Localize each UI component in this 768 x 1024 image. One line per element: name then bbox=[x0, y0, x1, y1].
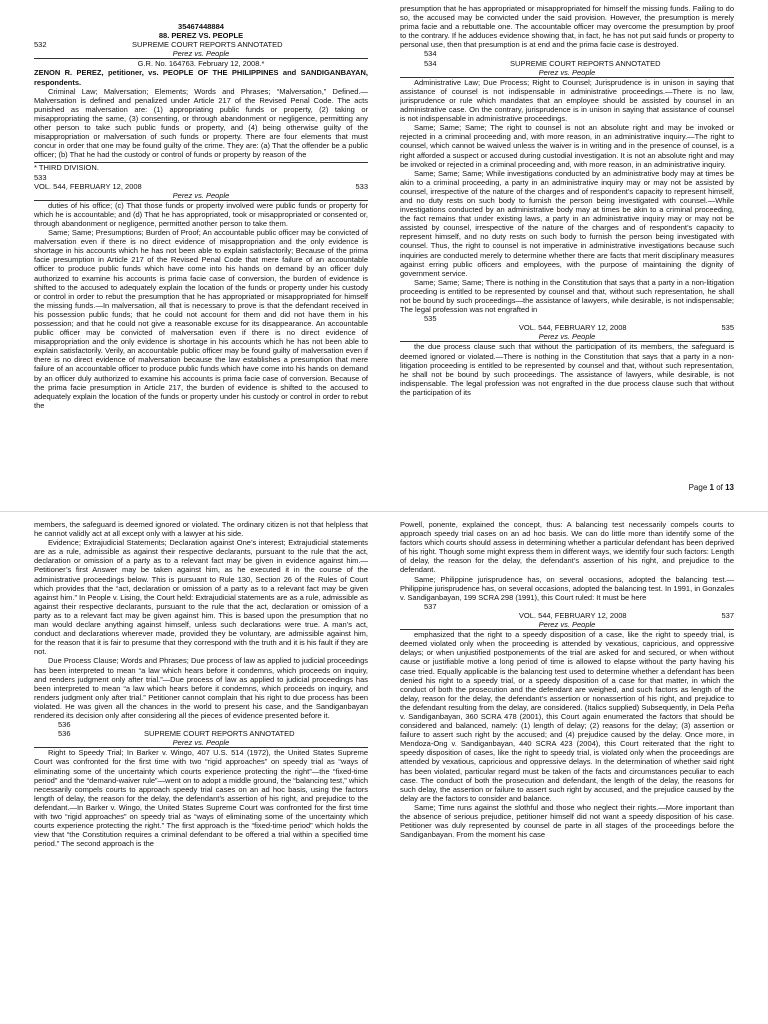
syllabus-paragraph: duties of his office; (c) That those funds or property involved were public funds or property for which he is accountable; and (d) That he has appropriated, took or misappropriated or consented or, through abandonment or negligence, permitted another person to take them. bbox=[34, 200, 368, 228]
header-title: SUPREME COURT REPORTS ANNOTATED bbox=[143, 729, 295, 739]
header-volume: VOL. 544, FEBRUARY 12, 2008 bbox=[518, 323, 627, 333]
running-header-533 bbox=[34, 182, 368, 191]
header-subtitle: Perez vs. People bbox=[34, 191, 368, 201]
page-number: 1 bbox=[709, 483, 714, 492]
page1-left-column bbox=[34, 22, 368, 482]
document-id: 35467448884 bbox=[178, 22, 224, 31]
page-marker: 536 bbox=[58, 720, 71, 730]
running-header-534 bbox=[400, 59, 734, 68]
syllabus-paragraph: Administrative Law; Due Process; Right to Counsel; Jurisprudence is in unison in saying that assistance of counsel is not indispensable in administrative proceedings.—There is no law, jurisprudence or rule which mandates that an employee should be assisted by counsel in an administrative case. On the contrary, jurisprudence is in unison in saying that assistance of counsel is not indispensable in administrative proceedings. bbox=[400, 77, 734, 124]
syllabus-paragraph: presumption that he has appropriated or misappropriated for himself the missing funds. Failing to do so, the accused may be convicted under the said provision. However, the presumption is merely prima facie and a rebuttable one. The accountable officer may overcome the presumption by proof to the contrary. If he adduces evidence showing that, in fact, he has not put said funds or property to personal use, then that presumption is at end and the prima facie case is destroyed. bbox=[400, 4, 734, 50]
syllabus-paragraph: Due Process Clause; Words and Phrases; Due process of law as applied to judicial proceedings has been interpreted to mean “a law which hears before it condemns, which proceeds on inquiry, and renders judgment only after trial.”—Due process of law as applied to judicial proceedings has been interpreted to mean “a law which hears before it condemns, which proceeds on inquiry, and renders judgment only after trial.” Petitioner cannot complain that his right to due process has been violated. He was given all the chances in the world to present his case, and the Sandiganbayan rendered its decision only after considering all the pieces of evidence presented before it. bbox=[34, 656, 368, 720]
header-page-number: 533 bbox=[355, 181, 368, 191]
page-marker: 534 bbox=[424, 49, 437, 59]
header-subtitle: Perez vs. People bbox=[400, 68, 734, 78]
header-subtitle: Perez vs. People bbox=[400, 332, 734, 342]
gr-number: G.R. No. 164763. February 12, 2008.* bbox=[137, 59, 265, 69]
syllabus-paragraph: Powell, ponente, explained the concept, thus: A balancing test necessarily compels courts to approach speedy trial cases on an ad hoc basis. We can do little more than identify some of the factors which courts should assess in determining whether a particular defendant has been deprived of his right. Though some might express them in different ways, we identify four such factors: Length of delay, the reason for the delay, the defendant’s assertion of his right, and prejudice to the defendant. bbox=[400, 520, 734, 575]
page-of-label: of bbox=[716, 483, 723, 492]
running-header-536 bbox=[34, 729, 368, 738]
syllabus-paragraph: Right to Speedy Trial; In Barker v. Wingo, 407 U.S. 514 (1972), the United States Supreme Court was confronted for the first time with two “rigid approaches” on speedy trial as “ways of eliminating some of the uncertainty which courts experience protecting the right”—the “fixed-time period” and the “demand-waiver rule”—went on to adopt a middle ground, the “balancing test,” which necessarily compels courts to approach speedy trial cases on an ad hoc basis, using the factors length of delay, the reason for the delay, the defendant’s assertion of his right, and prejudice to the defendant.—In Barker v. Wingo, the United States Supreme Court was confronted for the first time with two “rigid approaches” on speedy trial as “ways of eliminating some of the uncertainty which courts experience protecting the right.” The first approach is the “fixed-time period” which holds the view that “the Constitution requires a criminal defendant to be offered a trial within a specified time period.” The second approach is the bbox=[34, 748, 368, 849]
syllabus-paragraph: Same; Time runs against the slothful and those who neglect their rights.—More important than the absence of serious prejudice, petitioner himself did not want a speedy disposition of his case. Petitioner was duly represented by counsel de parte in all stages of the proceedings before the Sandiganbayan. From the moment his case bbox=[400, 802, 734, 840]
running-header-537 bbox=[400, 611, 734, 620]
page2-left-column bbox=[34, 520, 368, 1020]
case-parties: ZENON R. PEREZ, petitioner, vs. PEOPLE OF THE PHILIPPINES and SANDIGANBAYAN, respondents. bbox=[34, 68, 368, 87]
syllabus-paragraph: Same; Same; Same; There is nothing in the Constitution that says that a party in a non-litigation proceeding is entitled to be represented by counsel and that, without such representation, he shall not be bound by such proceedings—the assistance of lawyers, while desirable, is not indispensable; The legal profession was not engrafted in bbox=[400, 277, 734, 315]
header-page-number: 534 bbox=[424, 58, 437, 68]
header-page-number: 535 bbox=[721, 323, 734, 333]
case-title: 88. PEREZ VS. PEOPLE bbox=[158, 31, 244, 41]
running-header-532 bbox=[34, 40, 368, 49]
syllabus-paragraph: emphasized that the right to a speedy disposition of a case, like the right to speedy trial, is deemed violated only when the proceeding is attended by vexatious, capricious, and oppressive delays; or when unjustified postponements of the trial are asked for and secured, or when without cause or justifiable motive a long period of time is allowed to elapse without the party having his case tried. Equally applicable is the balancing test used to determine whether a defendant has been denied his right to a speedy trial, or a speedy disposition of a case for that matter, in which the conduct of both the prosecution and the defendant are weighed, and such factors as length of the delay, reason for the delay, the defendant’s assertion or nonassertion of his right, and prejudice to the defendant resulting from the delay, are considered. (Italics supplied) Subsequently, in Dela Peña v. Sandiganbayan, 360 SCRA 478 (2001), this Court again enumerated the factors that should be considered and balanced, namely: (1) length of delay; (2) reasons for the delay; (3) assertion or failure to assert such right by the accused; and (4) prejudice caused by the delay. Once more, in Mendoza-Ong v. Sandiganbayan, 440 SCRA 423 (2004), this Court reiterated that the right to speedy disposition of cases, like the right to speedy trial, is violated only when the proceedings are attended by vexatious, capricious and oppressive delays. In the determination of whether said right has been violated, particular regard must be taken of the facts and circumstances peculiar to each case. The conduct of both the prosecution and defendant, the length of the delay, the reasons for such delay, the assertion or failure to assert such right by accused, and the prejudice caused by the delay are the factors to consider and balance. bbox=[400, 630, 734, 803]
header-volume: VOL. 544, FEBRUARY 12, 2008 bbox=[34, 181, 142, 191]
header-title: SUPREME COURT REPORTS ANNOTATED bbox=[509, 58, 661, 68]
header-title: SUPREME COURT REPORTS ANNOTATED bbox=[131, 40, 283, 50]
page2-right-column bbox=[400, 520, 734, 1020]
syllabus-paragraph: Same; Same; Same; The right to counsel is not an absolute right and may be invoked or rejected in a criminal proceeding and, with more reason, in an administrative inquiry.—The right to counsel, which cannot be waived unless the waiver is in writing and in the presence of counsel, is a right afforded a suspect or accused during custodial investigation. It is not an absolute right and may be invoked or rejected in a criminal proceeding and, with more reason, in an administrative inquiry. bbox=[400, 123, 734, 169]
syllabus-paragraph: the due process clause such that without the participation of its members, the safeguard is deemed ignored or violated.—There is nothing in the Constitution that says that a party in a non-litigation proceeding is entitled to be represented by counsel and that, without such representation, he shall not be bound by such proceedings. The assistance of lawyers, while desirable, is not indispensable. The legal profession was not engrafted in the due process clause such that without the participation of its bbox=[400, 342, 734, 397]
document-page-2 bbox=[0, 512, 768, 1024]
syllabus-paragraph: members, the safeguard is deemed ignored or violated. The ordinary citizen is not that helpless that he cannot validly act at all except only with a lawyer at his side. bbox=[34, 520, 368, 539]
syllabus-paragraph: Same; Same; Same; While investigations conducted by an administrative body may at times be akin to a criminal proceeding, a party in an administrative inquiry may or may not be assisted by counsel, irrespective of the nature of the charges and of respondent’s capacity to represent himself, and no duty rests on such body to furnish the person being investigated with counsel.—While investigations conducted by an administrative body may at times be akin to a criminal proceeding, the fact remains that under existing laws, a party in an administrative inquiry may or may not be assisted by counsel, irrespective of the nature of the charges and of respondent’s capacity to represent himself, and no duty rests on such body to furnish the person being investigated with counsel. Thus, the right to counsel is not imperative in administrative investigations because such inquiries are conducted merely to determine whether there are facts that merit disciplinary measures against erring public officers and employees, with the purpose of maintaining the dignity of government service. bbox=[400, 168, 734, 278]
header-volume: VOL. 544, FEBRUARY 12, 2008 bbox=[518, 610, 627, 620]
header-page-number: 536 bbox=[58, 729, 71, 739]
page-label: Page bbox=[688, 483, 708, 492]
page-footer bbox=[689, 483, 734, 492]
page1-right-column bbox=[400, 4, 734, 474]
page-total: 13 bbox=[725, 483, 734, 492]
page-marker: 535 bbox=[424, 314, 437, 324]
running-header-535 bbox=[400, 323, 734, 332]
syllabus-paragraph: Criminal Law; Malversation; Elements; Words and Phrases; “Malversation,” Defined.—Malversation is defined and penalized under Article 217 of the Revised Penal Code. The acts punished as malversation are: (1) appropriating public funds or property, (2) taking or misappropriating the same, (3) consenting, or through abandonment or negligence, permitting any other person to take such public funds or property, and (4) being otherwise guilty of the misappropriation or malversation of such funds or property. There are four elements that must concur in order that one may be found guilty of the crime. They are: (a) That the offender be a public officer; (b) That he had the custody or control of funds or property by reason of the bbox=[34, 86, 368, 160]
header-subtitle: Perez vs. People bbox=[400, 620, 734, 630]
syllabus-paragraph: Evidence; Extrajudicial Statements; Declaration against One’s interest; Extrajudicial statements are as a rule, admissible as against their respective declarants, pursuant to the rule that the act, declaration or omission of a party as to a relevant fact may be given in evidence against him.—Petitioner’s first Answer may be taken against him, as he executed it in the course of the administrative proceedings below. This is pursuant to Rule 130, Section 26 of the Rules of Court which provides that the “act, declaration or omission of a party as to a relevant fact may be given against him.” In People v. Lising, the Court held: Extrajudicial statements are as a rule, admissible as against their respective declarants, pursuant to the rule that the act, declaration or omission of a party as to a relevant fact may be given against him. This is based upon the presumption that no man would declare anything against himself, unless such declarations were true. A man’s act, conduct and declarations wherever made, provided they be voluntary, are admissible against him, for the reason that it is fair to presume that they correspond with the truth and it is his fault if they are not. bbox=[34, 538, 368, 657]
syllabus-paragraph: Same; Same; Presumptions; Burden of Proof; An accountable public officer may be convicted of malversation even if there is no direct evidence of misappropriation and the only evidence is shortage in his accounts which he has not been able to explain satisfactorily; Because of the prima facie presumption in Article 217 of the Revised Penal Code that mere failure of an accountable officer to produce public funds which have come into his hands on demand by an officer duly authorized to examine his accounts is prima facie case of conversion, the burden of evidence is shifted to the accused to adequately explain the location of the funds or property under his custody or control in order to rebut the presumption that he has appropriated or misappropriated for himself the missing funds.—In malversation, all that is necessary to prove is that the defendant received in his possession public funds; that he could not account for them and did not have them in his possession; and that he could not give a reasonable excuse for its disappearance. An accountable public officer may be convicted of malversation even if there is no direct evidence of misappropriation and the only evidence is shortage in his accounts which he has not been able to explain satisfactorily. Verily, an accountable public officer may be found guilty of malversation even if there is no direct evidence of malversation because the law establishes a presumption that mere failure of an accountable officer to produce public funds which have come into his hands on demand by an officer duly authorized to examine his accounts is prima facie case of conversion. Because of the prima facie presumption in Article 217, the burden of evidence is shifted to the accused to adequately explain the location of the funds or property under his custody or control in order to rebut the bbox=[34, 228, 368, 410]
header-page-number: 532 bbox=[34, 40, 47, 50]
header-subtitle: Perez vs. People bbox=[34, 49, 368, 59]
page-marker: 537 bbox=[424, 601, 437, 611]
header-page-number: 537 bbox=[721, 610, 734, 620]
footnote: * THIRD DIVISION. bbox=[34, 163, 99, 173]
page-marker: 533 bbox=[34, 172, 47, 182]
syllabus-paragraph: Same; Philippine jurisprudence has, on several occasions, adopted the balancing test.—Philippine jurisprudence has, on several occasions, adopted the balancing test. In 1991, in Gonzales v. Sandiganbayan, 199 SCRA 298 (1991), this Court ruled: It must be here bbox=[400, 574, 734, 602]
header-subtitle: Perez vs. People bbox=[34, 738, 368, 748]
